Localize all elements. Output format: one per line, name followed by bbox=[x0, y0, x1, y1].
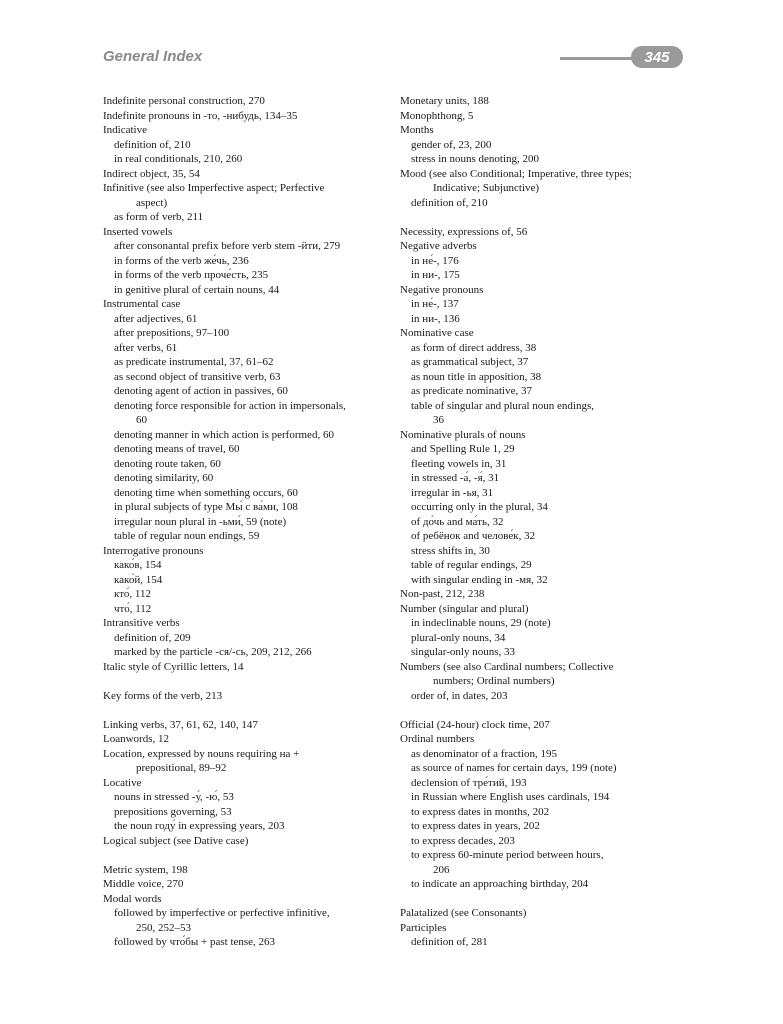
index-entry: Number (singular and plural) bbox=[400, 602, 529, 615]
index-subentry: declension of тре́тий, 193 bbox=[411, 776, 527, 789]
index-subentry: кто́, 112 bbox=[114, 588, 151, 600]
index-subentry: to express 60-minute period between hours, bbox=[411, 849, 604, 861]
index-subentry: to express decades, 203 bbox=[411, 834, 515, 847]
index-subentry: denoting similarity, 60 bbox=[114, 472, 214, 484]
index-entry: Interrogative pronouns bbox=[103, 544, 204, 557]
index-subentry: with singular ending in -мя, 32 bbox=[411, 573, 548, 586]
index-subentry: in не́-, 176 bbox=[411, 254, 459, 267]
entry-spacer bbox=[400, 892, 690, 907]
index-subentry: denoting manner in which action is performed, 60 bbox=[114, 428, 334, 441]
entry-spacer bbox=[103, 703, 393, 718]
index-subentry: marked by the particle -ся/-сь, 209, 212, 266 bbox=[114, 646, 312, 658]
index-entry: Italic style of Cyrillic letters, 14 bbox=[103, 660, 244, 673]
header-rule bbox=[560, 57, 640, 60]
index-continuation: Indicative; Subjunctive) bbox=[433, 182, 539, 194]
index-subentry: order of, in dates, 203 bbox=[411, 689, 508, 702]
index-continuation: aspect) bbox=[136, 196, 168, 209]
index-subentry: as grammatical subject, 37 bbox=[411, 356, 529, 368]
index-entry: Logical subject (see Dative case) bbox=[103, 834, 249, 847]
index-subentry: as predicate instrumental, 37, 61–62 bbox=[114, 356, 274, 368]
index-entry: Ordinal numbers bbox=[400, 733, 475, 745]
index-subentry: denoting force responsible for action in impersonals, bbox=[114, 399, 346, 412]
index-subentry: in Russian where English uses cardinals, 194 bbox=[411, 791, 610, 803]
index-subentry: of до́чь and ма́ть, 32 bbox=[411, 515, 504, 528]
index-subentry: definition of, 209 bbox=[114, 631, 191, 644]
index-continuation: 36 bbox=[433, 414, 444, 426]
index-entry: Monophthong, 5 bbox=[400, 109, 474, 122]
index-entry: Mood (see also Conditional; Imperative, three types; bbox=[400, 167, 632, 180]
index-continuation: numbers; Ordinal numbers) bbox=[433, 675, 555, 687]
index-entry: Nominative plurals of nouns bbox=[400, 428, 526, 441]
index-subentry: after prepositions, 97–100 bbox=[114, 327, 230, 339]
index-subentry: as form of verb, 211 bbox=[114, 211, 204, 223]
index-subentry: fleeting vowels in, 31 bbox=[411, 457, 507, 470]
index-subentry: to indicate an approaching birthday, 204 bbox=[411, 878, 589, 890]
index-subentry: table of regular noun endings, 59 bbox=[114, 530, 260, 542]
entry-spacer bbox=[103, 674, 393, 689]
section-title: General Index bbox=[103, 48, 203, 65]
index-subentry: as denominator of a fraction, 195 bbox=[411, 747, 558, 760]
index-entry: Indirect object, 35, 54 bbox=[103, 167, 200, 180]
index-subentry: in forms of the verb же́чь, 236 bbox=[114, 254, 249, 267]
index-subentry: denoting means of travel, 60 bbox=[114, 443, 240, 455]
index-entry: Indicative bbox=[103, 124, 147, 136]
index-subentry: како́в, 154 bbox=[114, 559, 162, 571]
index-subentry: table of singular and plural noun endings, bbox=[411, 399, 594, 412]
entry-spacer bbox=[103, 848, 393, 863]
index-subentry: denoting route taken, 60 bbox=[114, 457, 221, 470]
index-entry: Linking verbs, 37, 61, 62, 140, 147 bbox=[103, 718, 258, 731]
index-entry: Negative pronouns bbox=[400, 283, 484, 296]
index-entry: Palatalized (see Consonants) bbox=[400, 907, 527, 919]
index-subentry: as predicate nominative, 37 bbox=[411, 385, 532, 397]
index-subentry: prepositions governing, 53 bbox=[114, 805, 232, 818]
index-entry: Inserted vowels bbox=[103, 225, 173, 238]
index-subentry: definition of, 281 bbox=[411, 936, 488, 948]
index-subentry: in plural subjects of type Мы́ с ва́ми, 108 bbox=[114, 501, 298, 513]
index-subentry: definition of, 210 bbox=[411, 196, 488, 209]
index-subentry: stress in nouns denoting, 200 bbox=[411, 153, 540, 165]
index-subentry: followed by что́бы + past tense, 263 bbox=[114, 936, 276, 948]
index-subentry: followed by imperfective or perfective infinitive, bbox=[114, 907, 330, 919]
index-subentry: in forms of the verb проче́сть, 235 bbox=[114, 269, 269, 281]
index-subentry: gender of, 23, 200 bbox=[411, 138, 492, 151]
index-subentry: in stressed -а́, -я́, 31 bbox=[411, 472, 500, 484]
index-subentry: denoting time when something occurs, 60 bbox=[114, 486, 298, 499]
index-entry: Key forms of the verb, 213 bbox=[103, 689, 223, 702]
index-subentry: definition of, 210 bbox=[114, 138, 191, 151]
index-subentry: nouns in stressed -у́, -ю́, 53 bbox=[114, 791, 234, 803]
index-entry: Official (24-hour) clock time, 207 bbox=[400, 718, 550, 731]
index-subentry: to express dates in years, 202 bbox=[411, 820, 540, 832]
index-subentry: in не́-, 137 bbox=[411, 298, 459, 310]
page-number-badge: 345 bbox=[631, 46, 683, 68]
index-subentry: irregular noun plural in -ьми́, 59 (note) bbox=[114, 515, 287, 528]
index-entry: Modal words bbox=[103, 892, 162, 905]
index-subentry: as second object of transitive verb, 63 bbox=[114, 370, 281, 383]
index-entry: Non-past, 212, 238 bbox=[400, 588, 485, 600]
index-subentry: after adjectives, 61 bbox=[114, 312, 198, 325]
index-subentry: in ни-, 136 bbox=[411, 312, 460, 325]
index-subentry: denoting agent of action in passives, 60 bbox=[114, 385, 288, 397]
index-continuation: prepositional, 89–92 bbox=[136, 762, 227, 774]
index-entry: Necessity, expressions of, 56 bbox=[400, 225, 528, 238]
index-subentry: table of regular endings, 29 bbox=[411, 559, 532, 571]
index-subentry: and Spelling Rule 1, 29 bbox=[411, 443, 515, 455]
entry-spacer bbox=[400, 210, 690, 225]
index-subentry: in indeclinable nouns, 29 (note) bbox=[411, 617, 551, 629]
index-entry: Instrumental case bbox=[103, 298, 181, 310]
index-subentry: in ни-, 175 bbox=[411, 269, 460, 281]
index-continuation: 206 bbox=[433, 863, 450, 876]
index-subentry: as noun title in apposition, 38 bbox=[411, 370, 542, 383]
index-entry: Loanwords, 12 bbox=[103, 733, 169, 745]
index-entry: Metric system, 198 bbox=[103, 863, 188, 876]
index-subentry: singular-only nouns, 33 bbox=[411, 646, 515, 658]
index-entry: Infinitive (see also Imperfective aspect; Perfective bbox=[103, 182, 325, 194]
index-entry: Negative adverbs bbox=[400, 240, 477, 252]
index-entry: Nominative case bbox=[400, 327, 474, 339]
index-entry: Locative bbox=[103, 776, 142, 789]
index-entry: Indefinite pronouns in -то, -нибудь, 134–35 bbox=[103, 109, 298, 122]
index-entry: Numbers (see also Cardinal numbers; Collective bbox=[400, 660, 614, 673]
index-subentry: occurring only in the plural, 34 bbox=[411, 501, 548, 513]
index-subentry: after verbs, 61 bbox=[114, 341, 178, 354]
index-entry: Indefinite personal construction, 270 bbox=[103, 95, 265, 107]
index-subentry: after consonantal prefix before verb stem -йти, 279 bbox=[114, 240, 341, 252]
index-subentry: in genitive plural of certain nouns, 44 bbox=[114, 283, 280, 296]
index-subentry: како́й, 154 bbox=[114, 573, 163, 586]
index-entry: Months bbox=[400, 124, 434, 136]
index-subentry: as source of names for certain days, 199 (note) bbox=[411, 762, 617, 774]
index-subentry: plural-only nouns, 34 bbox=[411, 631, 506, 644]
index-column-left bbox=[103, 94, 393, 950]
index-subentry: irregular in -ья, 31 bbox=[411, 486, 494, 499]
index-subentry: stress shifts in, 30 bbox=[411, 544, 490, 557]
index-continuation: 250, 252–53 bbox=[136, 921, 191, 934]
index-subentry: to express dates in months, 202 bbox=[411, 805, 550, 818]
index-continuation: 60 bbox=[136, 414, 147, 426]
index-entry: Participles bbox=[400, 921, 447, 934]
index-subentry: the noun году́ in expressing years, 203 bbox=[114, 820, 285, 832]
index-subentry: что́, 112 bbox=[114, 602, 152, 615]
index-entry: Middle voice, 270 bbox=[103, 878, 184, 890]
index-entry: Intransitive verbs bbox=[103, 617, 180, 629]
index-subentry: as form of direct address, 38 bbox=[411, 341, 537, 354]
entry-spacer bbox=[400, 703, 690, 718]
index-entry: Location, expressed by nouns requiring на + bbox=[103, 747, 300, 760]
index-column-right bbox=[400, 94, 690, 950]
index-entry: Monetary units, 188 bbox=[400, 95, 489, 107]
index-subentry: in real conditionals, 210, 260 bbox=[114, 153, 243, 165]
index-subentry: of ребёнок and челове́к, 32 bbox=[411, 530, 536, 542]
